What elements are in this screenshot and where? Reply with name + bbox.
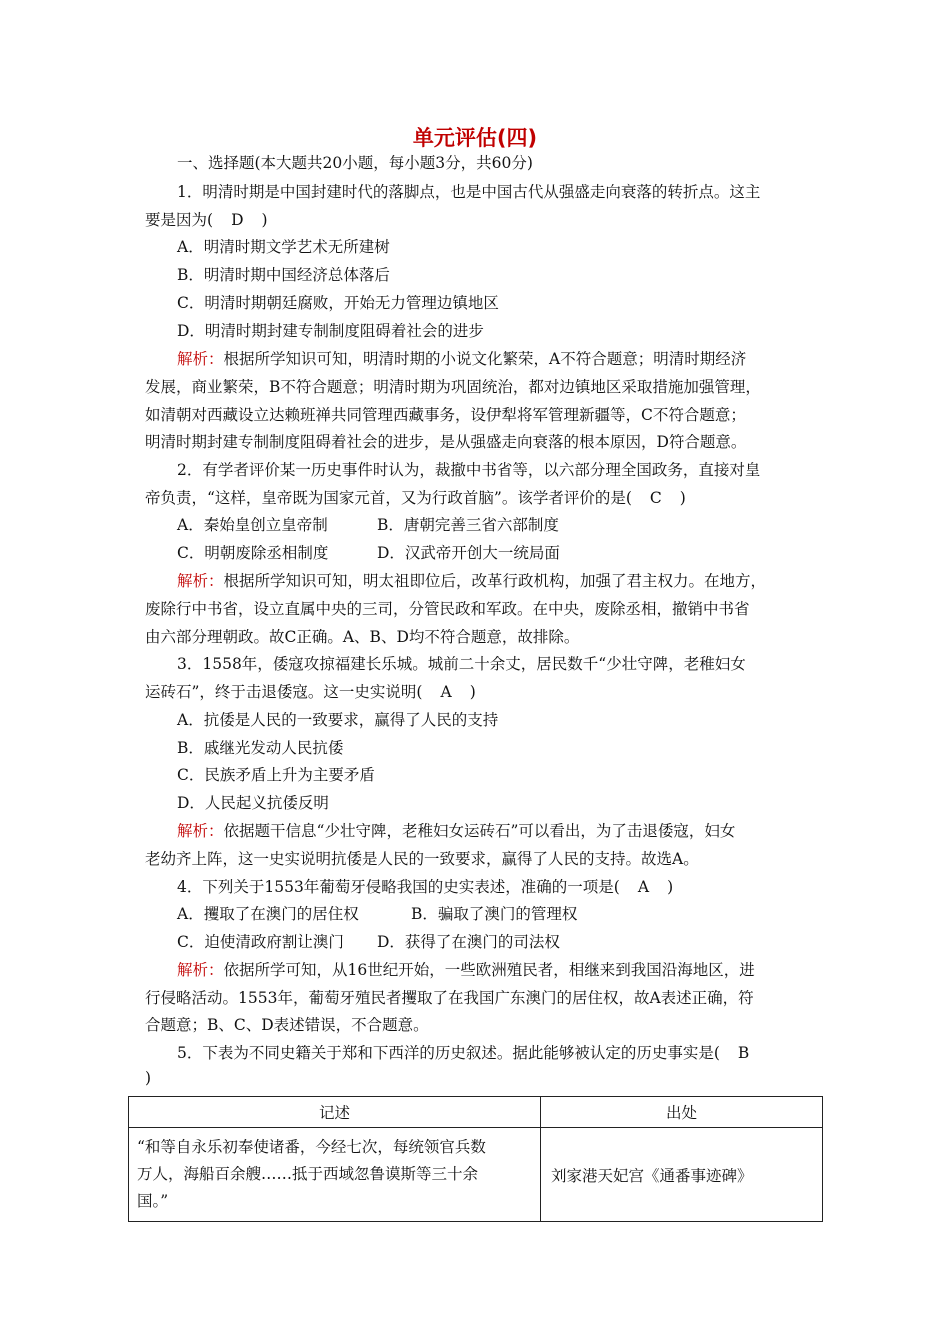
q2-analysis-line-1: 解析：根据所学知识可知，明太祖即位后，改革行政机构，加强了君主权力。在地方， — [177, 572, 767, 590]
q3-analysis-line-2: 老幼齐上阵，这一史实说明抗倭是人民的一致要求，赢得了人民的支持。故选A。 — [145, 850, 699, 868]
q2-stem-line-1: 2．有学者评价某一历史事件时认为，裁撤中书省等，以六部分理全国政务，直接对皇 — [177, 461, 761, 479]
table-cell-source: 刘家港天妃宫《通番事迹碑》 — [541, 1128, 823, 1222]
q1-stem-line-1: 1．明清时期是中国封建时代的落脚点，也是中国古代从强盛走向衰落的转折点。这主 — [177, 183, 761, 201]
q2-option-a: A．秦始皇创立皇帝制 — [177, 516, 328, 534]
q1-analysis-line-4: 明清时期封建专制制度阻碍着社会的进步，是从强盛走向衰落的根本原因，D符合题意。 — [145, 433, 747, 451]
table-header-account: 记述 — [129, 1097, 541, 1128]
q4-option-c: C．迫使清政府割让澳门 — [177, 933, 344, 951]
q4-analysis-line-2: 行侵略活动。1553年，葡萄牙殖民者攫取了在我国广东澳门的居住权，故A表述正确，符 — [145, 989, 754, 1007]
q1-option-c: C．明清时期朝廷腐败，开始无力管理边镇地区 — [177, 294, 499, 312]
q4-answer: A — [637, 878, 650, 896]
q1-analysis-line-2: 发展，商业繁荣，B不符合题意；明清时期为巩固统治，都对边镇地区采取措施加强管理， — [145, 378, 761, 396]
q3-option-c: C．民族矛盾上升为主要矛盾 — [177, 766, 375, 784]
q4-analysis-line-1: 解析：依据所学可知，从16世纪开始，一些欧洲殖民者，相继来到我国沿海地区，进 — [177, 961, 755, 979]
q3-stem-line-2: 运砖石”，终于击退倭寇。这一史实说明( A ) — [145, 683, 476, 701]
q2-analysis-line-2: 废除行中书省，设立直属中央的三司，分管民政和军政。在中央，废除丞相，撤销中书省 — [145, 600, 750, 618]
table-row — [129, 1128, 823, 1222]
q3-stem-line-1: 3．1558年，倭寇攻掠福建长乐城。城前二十余丈，居民数千“少壮守陴，老稚妇女 — [177, 655, 746, 673]
q3-answer: A — [440, 683, 452, 701]
q1-stem-line-2: 要是因为( D ) — [145, 211, 268, 229]
q1-answer: D — [231, 211, 244, 229]
q5-stem-line-1: 5．下表为不同史籍关于郑和下西洋的历史叙述。据此能够被认定的历史事实是( B — [177, 1042, 767, 1064]
q5-stem-line-2: ) — [145, 1069, 152, 1087]
q1-option-d: D．明清时期封建专制制度阻碍着社会的进步 — [177, 322, 484, 340]
q1-option-a: A．明清时期文学艺术无所建树 — [177, 238, 390, 256]
q3-analysis-line-1: 解析：依据题干信息“少壮守陴，老稚妇女运砖石”可以看出，为了击退倭寇，妇女 — [177, 822, 736, 840]
table-header-source: 出处 — [541, 1097, 823, 1128]
document-title: 单元评估(四) — [412, 126, 538, 150]
q3-analysis-label: 解析： — [177, 822, 224, 840]
table-cell-account: “和等自永乐初奉使诸番，今经七次，每统领官兵数 万人，海船百余艘……抵于西域忽鲁谟斯等三十余 国。” — [129, 1128, 541, 1222]
q5-source-table — [128, 1096, 823, 1222]
q4-option-b: B．骗取了澳门的管理权 — [411, 905, 578, 923]
q2-option-d: D．汉武帝开创大一统局面 — [377, 544, 560, 562]
q1-option-b: B．明清时期中国经济总体落后 — [177, 266, 390, 284]
q1-analysis-line-1: 解析：根据所学知识可知，明清时期的小说文化繁荣，A不符合题意；明清时期经济 — [177, 350, 747, 368]
q3-option-b: B．戚继光发动人民抗倭 — [177, 739, 344, 757]
q2-option-c: C．明朝废除丞相制度 — [177, 544, 329, 562]
q2-stem-line-2: 帝负责，“这样，皇帝既为国家元首，又为行政首脑”。该学者评价的是( C ) — [145, 489, 686, 507]
q3-option-a: A．抗倭是人民的一致要求，赢得了人民的支持 — [177, 711, 499, 729]
q1-analysis-line-3: 如清朝对西藏设立达赖班禅共同管理西藏事务，设伊犁将军管理新疆等，C不符合题意； — [145, 406, 746, 424]
q2-answer: C — [649, 489, 662, 507]
table-header-row — [129, 1097, 823, 1128]
q4-analysis-line-3: 合题意；B、C、D表述错误，不合题意。 — [145, 1016, 429, 1034]
q5-answer: B — [737, 1044, 750, 1062]
q2-analysis-line-3: 由六部分理朝政。故C正确。A、B、D均不符合题意，故排除。 — [145, 628, 580, 646]
q4-option-a: A．攫取了在澳门的居住权 — [177, 905, 359, 923]
q4-stem-line-1: 4．下列关于1553年葡萄牙侵略我国的史实表述，准确的一项是( A ) — [177, 878, 674, 896]
q4-analysis-label: 解析： — [177, 961, 224, 979]
q2-analysis-label: 解析： — [177, 572, 224, 590]
q1-analysis-label: 解析： — [177, 350, 224, 368]
q4-option-d: D．获得了在澳门的司法权 — [377, 933, 560, 951]
q3-option-d: D．人民起义抗倭反明 — [177, 794, 329, 812]
q2-option-b: B．唐朝完善三省六部制度 — [377, 516, 559, 534]
section-heading: 一、选择题(本大题共20小题，每小题3分，共60分) — [177, 154, 533, 172]
